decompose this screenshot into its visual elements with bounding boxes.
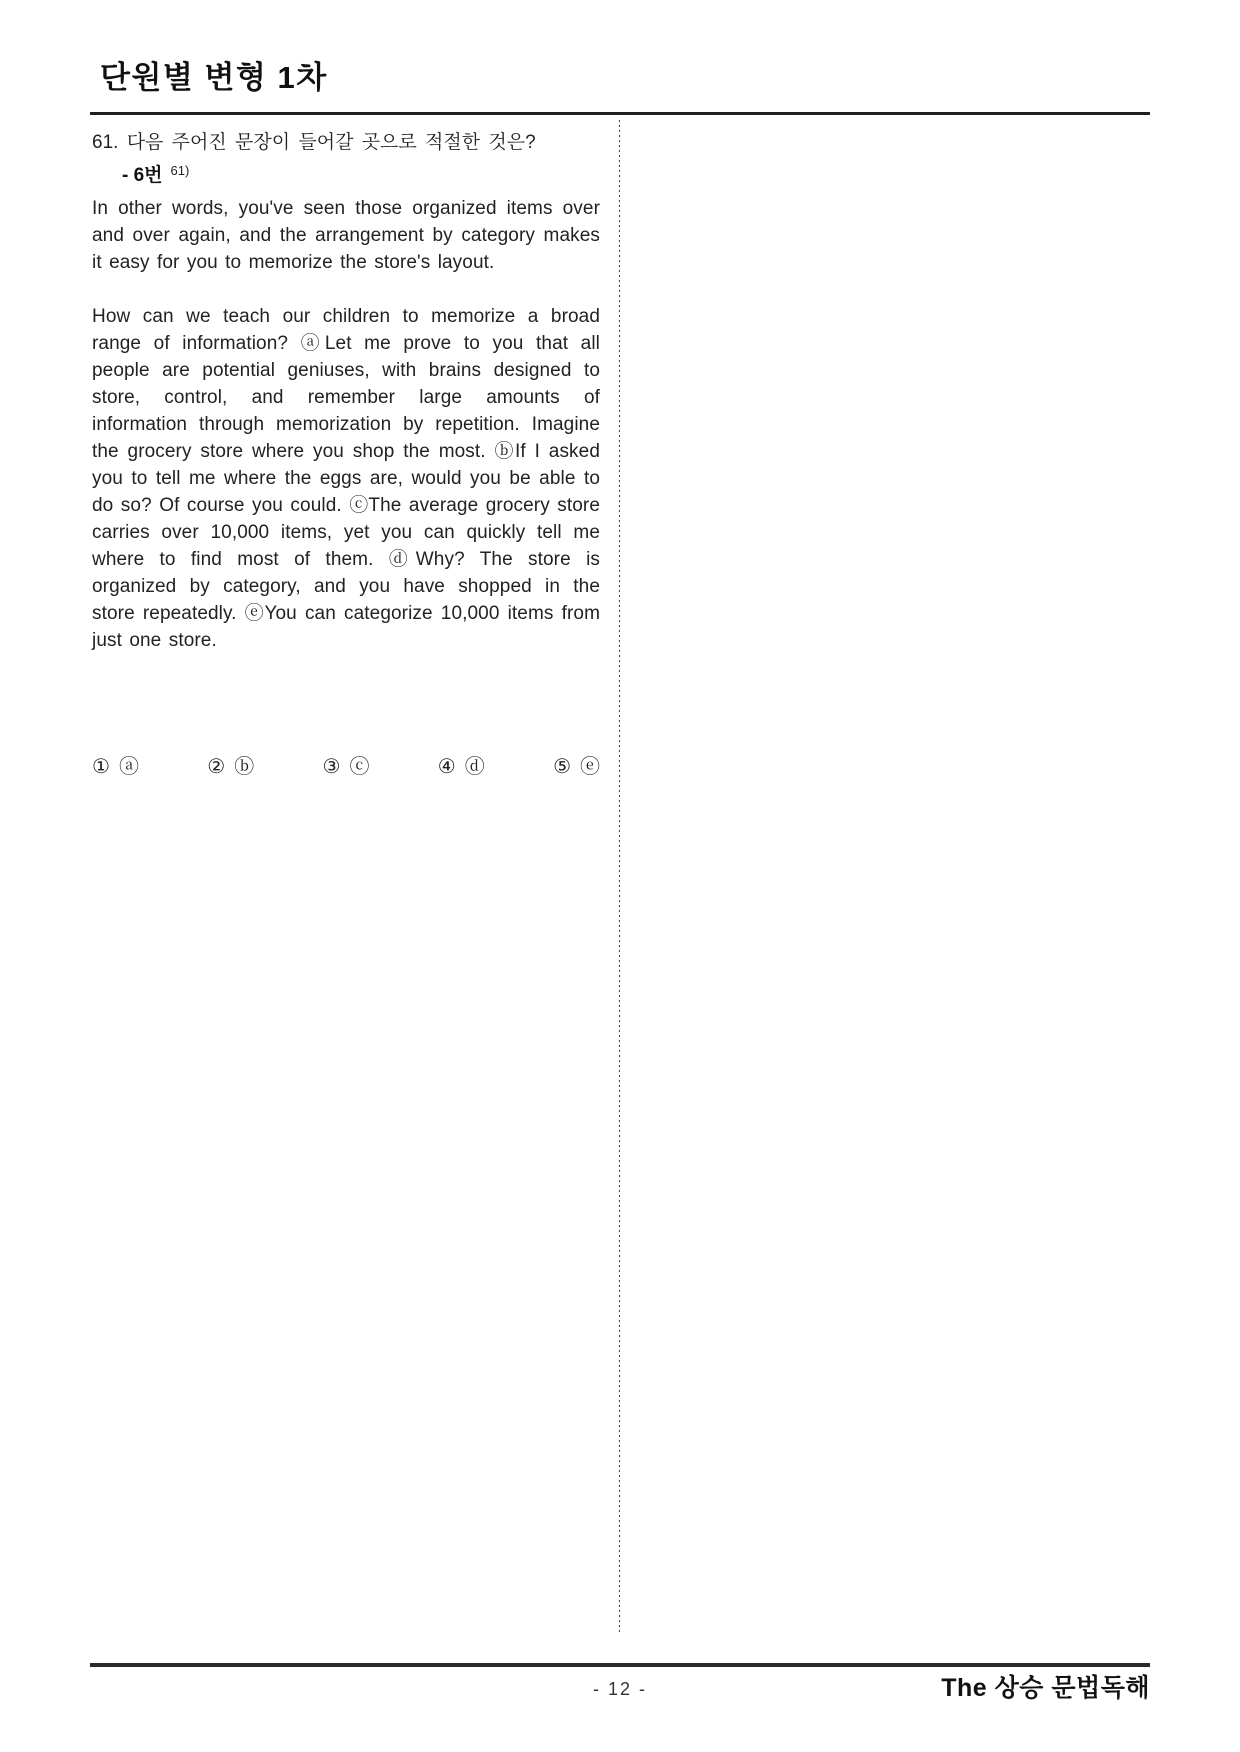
- source-label: - 6번: [122, 165, 163, 186]
- column-divider-dotted-line: [619, 120, 620, 1635]
- question-column: [92, 130, 600, 779]
- choice-5: [553, 750, 600, 779]
- choice-3: [323, 750, 370, 779]
- footer-divider-line: [90, 1663, 1150, 1667]
- header-divider-line: [90, 112, 1150, 115]
- choice-4-label: ⓓ: [464, 756, 485, 778]
- given-sentence-paragraph: In other words, you've seen those organized items over and over again, and the arrangement by category makes it easy for you to memorize the store's layout.: [92, 198, 600, 273]
- page-title: 단원별 변형 1차: [100, 60, 328, 95]
- choice-3-label: ⓒ: [349, 756, 370, 778]
- page-number: - 12 -: [592, 1679, 647, 1699]
- question-source-reference: [122, 160, 600, 187]
- passage-paragraph: How can we teach our children to memorize a broad range of information? ⓐLet me prove to you that all people are potential geniuses, with brains designed to store, control, and remember large amounts of information through memorization by repetition. Imagine the grocery store where you shop the most. ⓑIf I asked you to tell me where the eggs are, would you be able to do so? Of course you could. ⓒThe average grocery store carries over 10,000 items, yet you can quickly tell me where to find most of them. ⓓWhy? The store is organized by category, and you have shopped in the store repeatedly. ⓔYou can categorize 10,000 items from just one store.: [92, 306, 600, 651]
- choice-2-label: ⓑ: [234, 756, 255, 778]
- choice-5-label: ⓔ: [580, 756, 600, 778]
- footnote-reference: 61): [170, 163, 190, 178]
- choice-1-number: ①: [92, 756, 110, 778]
- footer-brand-title: The 상승 문법독해: [941, 1674, 1150, 1702]
- answer-choices-row: [92, 750, 600, 779]
- choice-3-number: ③: [322, 756, 341, 778]
- question-number-and-prompt: 61. 다음 주어진 문장이 들어갈 곳으로 적절한 것은?: [92, 132, 536, 153]
- choice-1: [92, 750, 139, 779]
- choice-1-label: ⓐ: [118, 756, 139, 778]
- choice-4: [438, 750, 485, 779]
- choice-4-number: ④: [437, 756, 456, 778]
- choice-5-number: ⑤: [553, 756, 571, 778]
- choice-2: [207, 750, 254, 779]
- choice-2-number: ②: [207, 756, 226, 778]
